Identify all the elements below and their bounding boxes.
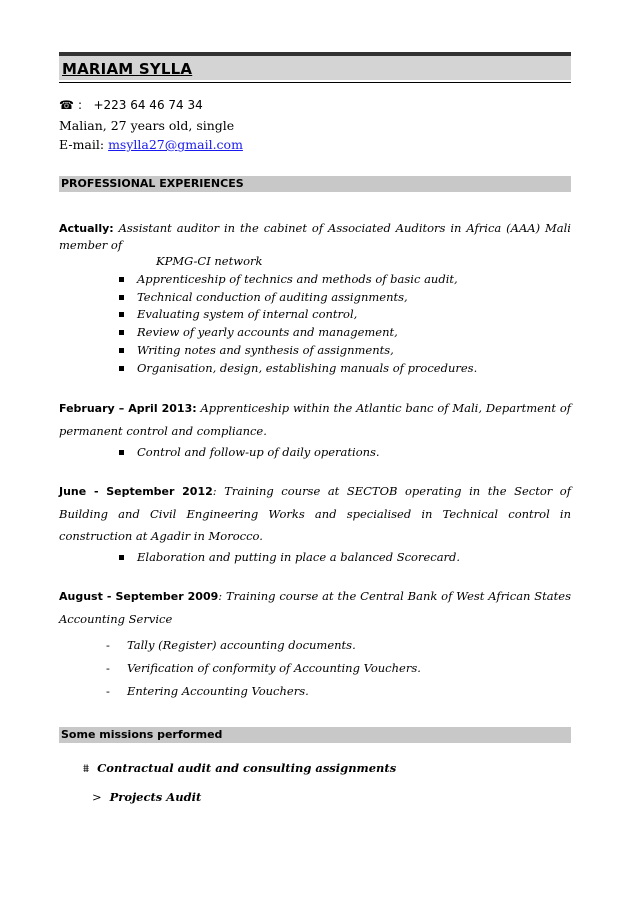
experience-atlantic-desc: Apprenticeship within the Atlantic banc of Mali, Department of permanent control and compliance. [59, 401, 571, 439]
experience-current-label: Actually: [59, 222, 114, 235]
experience-current-desc: Assistant auditor in the cabinet of Associated Auditors in Africa (AAA) Mali member of [59, 221, 571, 252]
list-item: Elaboration and putting in place a balanced Scorecard. [119, 549, 571, 567]
resume-page [59, 52, 571, 804]
experience-atlantic-label: February – April 2013: [59, 402, 197, 416]
experience-atlantic-list [59, 444, 571, 462]
mission-sub-item [59, 790, 571, 804]
experience-bceao [59, 585, 571, 703]
experience-bceao-list [59, 634, 571, 703]
experience-current-list [59, 271, 571, 377]
telephone-icon: ☎ [59, 98, 74, 112]
experience-sectob-label: June - September 2012 [59, 484, 213, 498]
name-banner [59, 52, 571, 80]
mission-bullet-icon: ⩩ [83, 760, 90, 775]
phone-separator: : [77, 98, 82, 112]
list-item: - Tally (Register) accounting documents. [106, 634, 571, 657]
mission-sub-text: Projects Audit [109, 789, 202, 804]
email-link[interactable]: msylla27@gmail.com [108, 137, 243, 152]
experience-sectob-colon: : [212, 483, 217, 498]
experience-bceao-desc: Training course at the Central Bank of West African States Accounting Service [59, 588, 571, 626]
banner-underline [59, 82, 571, 83]
candidate-name: MARIAM SYLLA [62, 60, 193, 78]
phone-number: +223 64 46 74 34 [93, 98, 203, 112]
experience-sectob-desc: Training course at SECTOB operating in the Sector of Building and Civil Engineering Works and specialised in Technical control in construction at Agadir in Morocco. [59, 483, 571, 543]
list-item: - Entering Accounting Vouchers. [106, 680, 571, 703]
section-professional-experiences: PROFESSIONAL EXPERIENCES [59, 176, 571, 192]
experience-sectob-list [59, 549, 571, 567]
list-item: Review of yearly accounts and management, [119, 324, 571, 342]
section-missions: Some missions performed [59, 727, 571, 743]
personal-info: Malian, 27 years old, single [59, 118, 235, 133]
email-line [59, 135, 571, 154]
list-item: Technical conduction of auditing assignments, [119, 289, 571, 307]
list-item: Writing notes and synthesis of assignments, [119, 342, 571, 360]
email-label: E-mail: [59, 137, 109, 152]
mission-item [59, 761, 571, 776]
phone-line [59, 98, 571, 112]
experience-bceao-colon: : [218, 588, 223, 603]
experience-sectob [59, 480, 571, 567]
list-item: - Verification of conformity of Accounting Vouchers. [106, 657, 571, 680]
list-item: Evaluating system of internal control, [119, 306, 571, 324]
experience-current [59, 220, 571, 377]
list-item: Apprenticeship of technics and methods of basic audit, [119, 271, 571, 289]
experience-bceao-label: August - September 2009 [59, 589, 219, 603]
list-item: Control and follow-up of daily operations. [119, 444, 571, 462]
mission-text: Contractual audit and consulting assignments [97, 760, 397, 775]
experience-current-desc-2: KPMG-CI network [156, 254, 263, 268]
list-item: Organisation, design, establishing manuals of procedures. [119, 360, 571, 378]
experience-atlantic [59, 397, 571, 462]
chevron-right-icon: > [92, 789, 102, 804]
